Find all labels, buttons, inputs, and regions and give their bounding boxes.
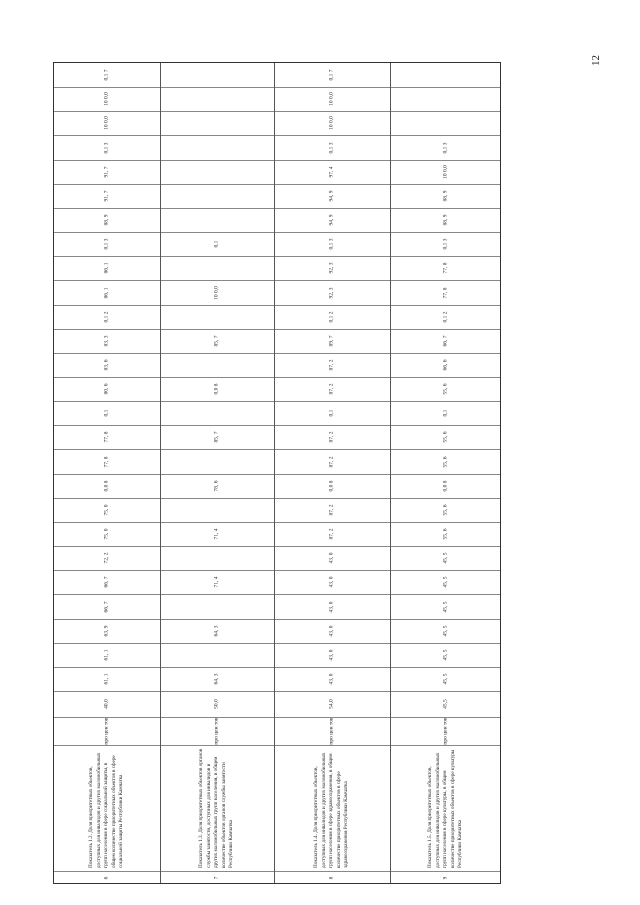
value-cell-text: 0,1 <box>213 240 220 248</box>
unit-cell-text: про цен тов <box>328 717 335 745</box>
value-cell <box>160 135 274 160</box>
row-number-text: 8 <box>328 876 335 880</box>
value-cell <box>160 546 274 570</box>
value-cell-text: 0,1 2 <box>442 311 449 323</box>
value-cell-text: 0,1 7 <box>328 69 335 81</box>
value-cell-text: 43, 0 <box>328 625 335 637</box>
value-cell-text: 83, 3 <box>103 335 110 347</box>
grid-line <box>54 87 500 88</box>
value-cell <box>54 208 160 232</box>
value-cell <box>54 474 160 498</box>
grid-line <box>54 329 500 330</box>
value-cell-text: 43, 0 <box>328 649 335 661</box>
indicator-label <box>274 745 390 871</box>
value-cell-text: 0,1 2 <box>328 311 335 323</box>
value-cell <box>274 280 390 305</box>
indicator-label <box>160 745 274 871</box>
value-cell-text: 10 0,0 <box>103 92 110 106</box>
value-cell-text: 87, 2 <box>328 431 335 443</box>
value-cell-text: 0,1 <box>328 409 335 417</box>
value-cell <box>160 498 274 522</box>
value-cell <box>390 667 502 691</box>
value-cell <box>390 474 502 498</box>
value-cell <box>390 208 502 232</box>
value-cell <box>390 232 502 256</box>
value-cell <box>54 353 160 377</box>
value-cell-text: 75, 0 <box>103 504 110 516</box>
grid-line <box>160 63 161 883</box>
value-cell-text: 64, 3 <box>213 625 220 637</box>
value-cell-text: 72, 2 <box>103 552 110 564</box>
value-cell-text: 0,1 3 <box>328 238 335 250</box>
value-cell <box>160 160 274 184</box>
value-cell <box>160 353 274 377</box>
value-cell-text: 94, 9 <box>328 214 335 226</box>
value-cell-text: 94, 9 <box>328 190 335 202</box>
value-cell <box>390 498 502 522</box>
indicator-label-text: Показатель 1.2. Доля приоритетных объектов, доступных для инвалидов и других маломобильных групп населения в сфере социальной защиты, в общем количестве приоритетных объектов в сфере социальной защиты Республики Камчатка <box>88 752 125 868</box>
grid-line <box>54 305 500 306</box>
value-cell-text: 43, 0 <box>328 673 335 685</box>
value-cell <box>274 87 390 111</box>
value-cell-text: 61, 1 <box>103 649 110 661</box>
value-cell-text: 92, 3 <box>328 262 335 274</box>
value-cell-text: 87, 2 <box>328 504 335 516</box>
value-cell <box>160 87 274 111</box>
base-value <box>54 691 160 717</box>
row-number <box>160 871 274 885</box>
value-cell-text: 55, 6 <box>442 528 449 540</box>
value-cell <box>390 135 502 160</box>
value-cell-text: 66, 7 <box>103 576 110 588</box>
row-number-text: 9 <box>442 876 449 880</box>
value-cell <box>160 329 274 353</box>
value-cell <box>274 305 390 329</box>
unit-cell-text: про цен тов <box>103 717 110 745</box>
value-cell <box>160 256 274 280</box>
value-cell <box>160 208 274 232</box>
value-cell-text: 71, 4 <box>213 576 220 588</box>
grid-line <box>54 745 500 746</box>
value-cell <box>54 160 160 184</box>
value-cell <box>54 256 160 280</box>
grid-line <box>54 232 500 233</box>
value-cell-text: 0,1 <box>103 409 110 417</box>
value-cell <box>274 594 390 619</box>
grid-line <box>54 425 500 426</box>
unit-cell <box>390 717 502 745</box>
value-cell-text: 97, 4 <box>328 166 335 178</box>
grid-line <box>54 498 500 499</box>
value-cell <box>54 401 160 425</box>
value-cell <box>274 160 390 184</box>
value-cell <box>54 87 160 111</box>
value-cell <box>274 425 390 449</box>
indicator-label-text: Показатель 1.3. Доля приоритетных объектов органов службы занятости, доступных для инвалидов и других маломобильных групп населения, в общем количестве объектов органов службы занятости Республики Камчатка <box>198 748 235 868</box>
value-cell <box>160 401 274 425</box>
value-cell-text: 45, 5 <box>442 576 449 588</box>
value-cell <box>160 474 274 498</box>
value-cell-text: 43, 0 <box>328 552 335 564</box>
value-cell <box>390 305 502 329</box>
row-number <box>54 871 160 885</box>
grid-line <box>54 449 500 450</box>
value-cell <box>54 619 160 643</box>
value-cell <box>54 667 160 691</box>
value-cell <box>390 377 502 401</box>
base-value-text: 50,0 <box>213 699 220 709</box>
value-cell <box>274 377 390 401</box>
page-number: 12 <box>590 55 602 66</box>
value-cell-text: 0,1 3 <box>442 142 449 153</box>
value-cell-text: 88, 9 <box>103 214 110 226</box>
value-cell <box>390 280 502 305</box>
value-cell-text: 85, 7 <box>213 335 220 347</box>
value-cell-text: 10 0,0 <box>213 285 220 300</box>
value-cell <box>274 498 390 522</box>
value-cell <box>274 643 390 667</box>
value-cell-text: 92, 3 <box>328 287 335 298</box>
value-cell-text: 0,1 3 <box>442 238 449 250</box>
value-cell <box>274 135 390 160</box>
value-cell <box>390 184 502 208</box>
value-cell <box>54 594 160 619</box>
value-cell-text: 88, 9 <box>442 190 449 202</box>
value-cell-text: 66, 6 <box>442 359 449 371</box>
grid-line <box>54 667 500 668</box>
value-cell-text: 77, 8 <box>442 287 449 298</box>
value-cell <box>390 160 502 184</box>
value-cell <box>274 619 390 643</box>
value-cell <box>390 425 502 449</box>
value-cell-text: 88, 9 <box>442 214 449 226</box>
value-cell-text: 0,1 3 <box>328 142 335 153</box>
unit-cell <box>160 717 274 745</box>
value-cell <box>390 522 502 546</box>
value-cell <box>54 425 160 449</box>
grid-line <box>54 691 500 692</box>
value-cell <box>274 208 390 232</box>
value-cell <box>160 280 274 305</box>
unit-cell <box>274 717 390 745</box>
value-cell <box>54 135 160 160</box>
value-cell <box>160 570 274 594</box>
value-cell <box>160 425 274 449</box>
value-cell-text: 0,0 8 <box>442 480 449 492</box>
value-cell <box>274 546 390 570</box>
value-cell-text: 45, 5 <box>442 625 449 637</box>
value-cell <box>390 111 502 135</box>
unit-cell-text: про цен тов <box>442 717 449 745</box>
value-cell <box>54 570 160 594</box>
value-cell <box>54 329 160 353</box>
value-cell-text: 45, 5 <box>442 673 449 685</box>
value-cell-text: 61, 1 <box>103 673 110 685</box>
value-cell-text: 10 0,0 <box>328 92 335 106</box>
value-cell <box>274 449 390 474</box>
grid-line <box>54 871 500 872</box>
value-cell <box>390 570 502 594</box>
grid-line <box>54 401 500 402</box>
value-cell-text: 83, 6 <box>103 359 110 371</box>
value-cell <box>274 256 390 280</box>
grid-line <box>54 619 500 620</box>
value-cell <box>160 522 274 546</box>
indicator-label <box>390 745 502 871</box>
value-cell <box>54 280 160 305</box>
value-cell <box>390 619 502 643</box>
value-cell <box>274 63 390 87</box>
value-cell <box>160 111 274 135</box>
value-cell-text: 10 0,0 <box>103 116 110 130</box>
value-cell <box>390 643 502 667</box>
value-cell <box>274 522 390 546</box>
value-cell-text: 86, 1 <box>103 262 110 274</box>
grid-line <box>390 63 391 883</box>
value-cell <box>54 546 160 570</box>
value-cell <box>274 232 390 256</box>
value-cell-text: 55, 6 <box>442 456 449 467</box>
value-cell-text: 86, 1 <box>103 287 110 298</box>
value-cell-text: 77, 8 <box>103 431 110 443</box>
indicator-label-text: Показатель 1.5. Доля приоритетных объектов, доступных для инвалидов и других маломобильных групп населения в сфере культуры, в общем количестве приоритетных объектов в сфере культуры Республики Камчатка <box>427 749 464 868</box>
row-number-text: 6 <box>103 876 110 880</box>
grid-line <box>54 717 500 718</box>
value-cell <box>54 498 160 522</box>
value-cell-text: 87, 2 <box>328 528 335 540</box>
value-cell-text: 45, 5 <box>442 601 449 612</box>
base-value <box>160 691 274 717</box>
value-cell-text: 55, 6 <box>442 504 449 516</box>
value-cell-text: 91, 7 <box>103 166 110 178</box>
value-cell <box>54 232 160 256</box>
value-cell <box>390 353 502 377</box>
value-cell <box>54 63 160 87</box>
value-cell <box>274 111 390 135</box>
value-cell-text: 71, 4 <box>213 528 220 540</box>
value-cell-text: 0,1 7 <box>103 69 110 81</box>
row-number <box>274 871 390 885</box>
value-cell-text: 0,0 8 <box>328 480 335 492</box>
grid-line <box>54 594 500 595</box>
value-cell-text: 87, 2 <box>328 359 335 371</box>
grid-line <box>54 280 500 281</box>
value-cell-text: 10 0,0 <box>328 116 335 130</box>
value-cell <box>390 449 502 474</box>
value-cell <box>390 594 502 619</box>
grid-line <box>54 256 500 257</box>
value-cell-text: 64, 3 <box>213 673 220 685</box>
value-cell <box>160 643 274 667</box>
value-cell <box>54 522 160 546</box>
value-cell <box>160 232 274 256</box>
base-value <box>390 691 502 717</box>
value-cell-text: 66, 7 <box>442 335 449 347</box>
value-cell <box>160 63 274 87</box>
value-cell-text: 78, 6 <box>213 480 220 492</box>
grid-line <box>54 377 500 378</box>
value-cell <box>54 305 160 329</box>
value-cell <box>390 401 502 425</box>
value-cell-text: 66, 7 <box>103 601 110 612</box>
grid-line <box>54 546 500 547</box>
grid-line <box>54 643 500 644</box>
base-value <box>274 691 390 717</box>
grid-line <box>54 474 500 475</box>
value-cell-text: 63, 9 <box>103 625 110 637</box>
value-cell-text: 85, 7 <box>213 431 220 443</box>
base-value-text: 54,0 <box>328 699 335 709</box>
value-cell-text: 77, 8 <box>103 456 110 467</box>
grid-line <box>54 353 500 354</box>
value-cell <box>274 570 390 594</box>
value-cell-text: 45, 5 <box>442 649 449 661</box>
value-cell <box>390 63 502 87</box>
value-cell <box>160 305 274 329</box>
value-cell-text: 89, 7 <box>328 335 335 347</box>
base-value-text: 40,0 <box>103 699 110 709</box>
grid-line <box>54 522 500 523</box>
value-cell <box>274 329 390 353</box>
grid-line <box>54 208 500 209</box>
value-cell <box>160 449 274 474</box>
value-cell-text: 55, 6 <box>442 431 449 443</box>
value-cell-text: 0,1 <box>442 409 449 417</box>
value-cell-text: 77, 8 <box>442 262 449 274</box>
value-cell <box>274 667 390 691</box>
value-cell <box>274 474 390 498</box>
value-cell-text: 91, 7 <box>103 190 110 202</box>
base-value-text: 45,5 <box>442 699 449 709</box>
grid-line <box>54 135 500 136</box>
value-cell <box>160 667 274 691</box>
value-cell <box>390 87 502 111</box>
row-number <box>390 871 502 885</box>
unit-cell-text: про цен тов <box>213 717 220 745</box>
grid-line <box>54 160 500 161</box>
value-cell-text: 80, 6 <box>103 383 110 395</box>
grid-line <box>54 570 500 571</box>
grid-line <box>54 111 500 112</box>
value-cell <box>54 643 160 667</box>
value-cell-text: 0,1 3 <box>103 142 110 153</box>
grid-line <box>274 63 275 883</box>
value-cell-text: 87, 2 <box>328 383 335 395</box>
value-cell-text: 0,0 8 <box>103 480 110 492</box>
row-number-text: 7 <box>213 876 220 880</box>
value-cell <box>390 546 502 570</box>
value-cell-text: 0,0 8 <box>213 383 220 395</box>
value-cell <box>274 401 390 425</box>
value-cell-text: 55, 6 <box>442 383 449 395</box>
value-cell <box>160 619 274 643</box>
value-cell <box>160 377 274 401</box>
value-cell <box>160 184 274 208</box>
value-cell-text: 87, 2 <box>328 456 335 467</box>
value-cell-text: 10 0,0 <box>442 165 449 179</box>
indicator-label <box>54 745 160 871</box>
grid-line <box>54 184 500 185</box>
value-cell-text: 43, 0 <box>328 576 335 588</box>
unit-cell <box>54 717 160 745</box>
indicators-table <box>53 62 501 884</box>
value-cell <box>390 329 502 353</box>
indicator-label-text: Показатель 1.4. Доля приоритетных объектов, доступных для инвалидов и других маломобильных групп населения в сфере здравоохранения, в общем количестве приоритетных объектов в сфере здравоохранения Республики Камчатка <box>313 752 350 868</box>
value-cell <box>274 353 390 377</box>
value-cell <box>54 184 160 208</box>
value-cell-text: 43, 0 <box>328 601 335 612</box>
value-cell <box>54 377 160 401</box>
value-cell <box>54 111 160 135</box>
value-cell <box>390 256 502 280</box>
value-cell-text: 45, 5 <box>442 552 449 564</box>
value-cell <box>160 594 274 619</box>
value-cell-text: 0,1 2 <box>103 311 110 323</box>
value-cell <box>54 449 160 474</box>
value-cell-text: 75, 0 <box>103 528 110 540</box>
value-cell <box>274 184 390 208</box>
value-cell-text: 0,1 3 <box>103 238 110 250</box>
